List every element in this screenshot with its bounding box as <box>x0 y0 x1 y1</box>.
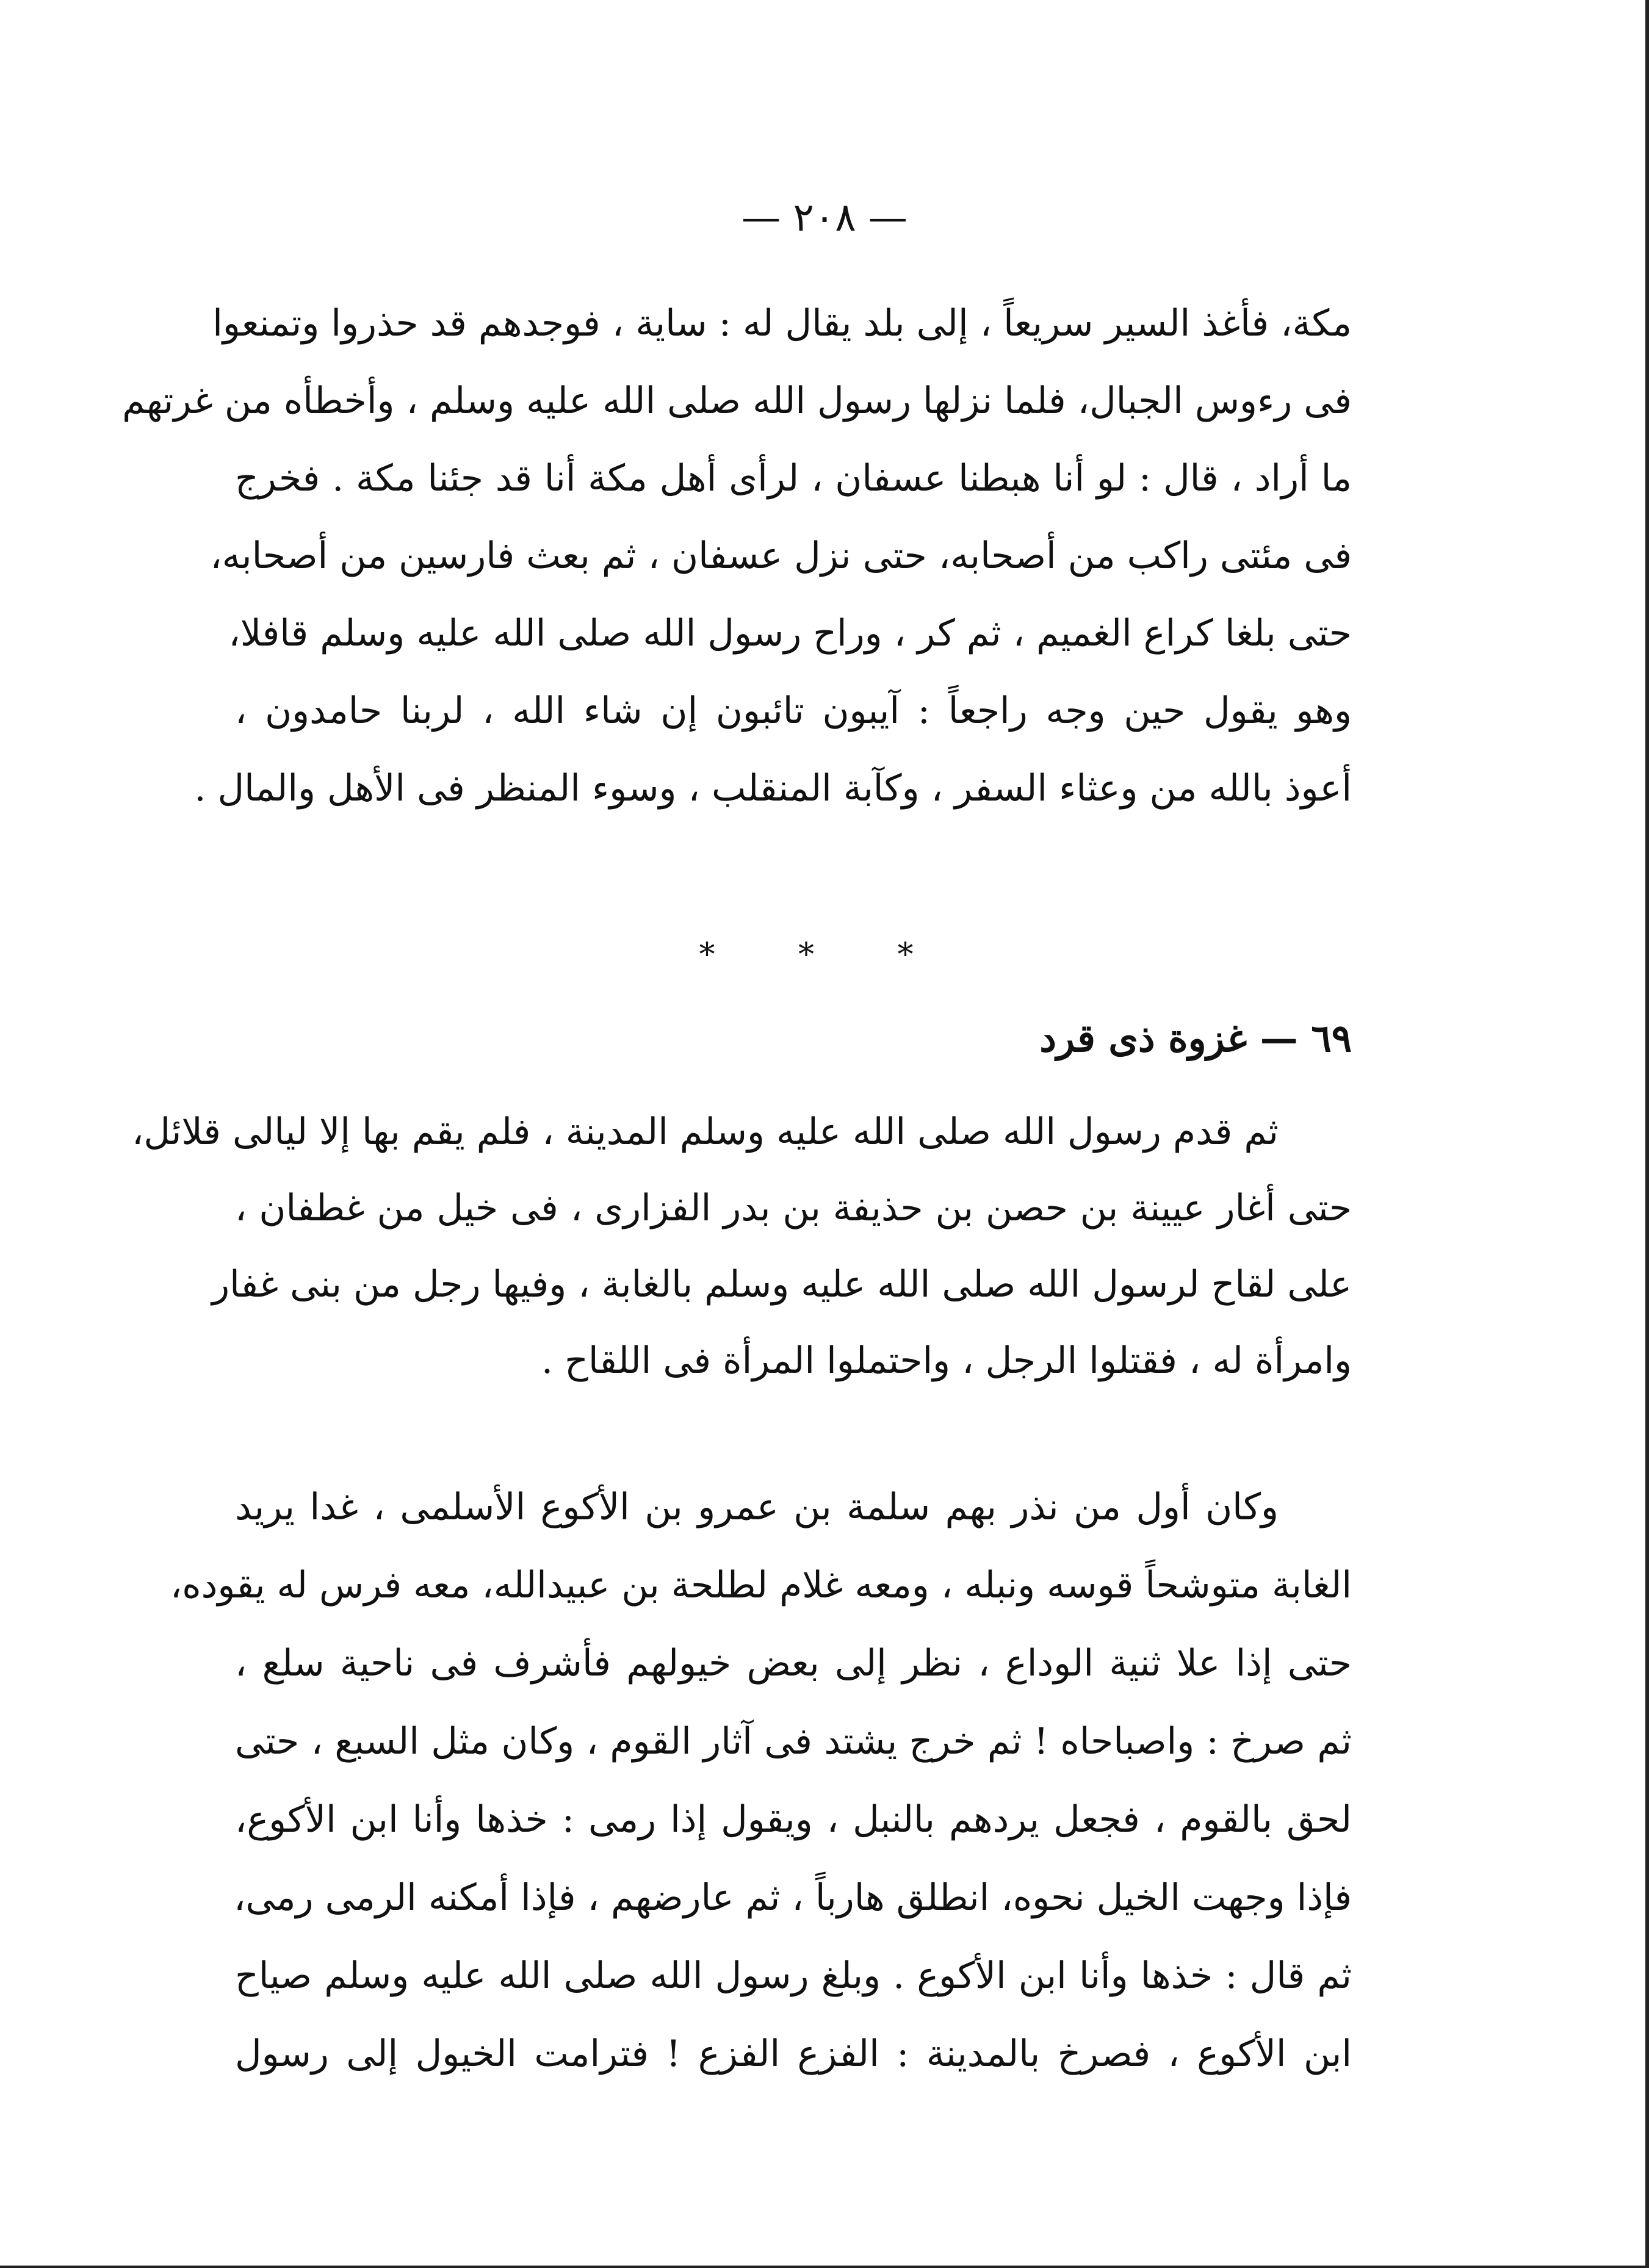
text-line: حتى إذا علا ثنية الوداع ، نظر إلى بعض خيولهم فأشرف فى ناحية سلع ، <box>235 1642 1352 1685</box>
text-line: فإذا وجهت الخيل نحوه، انطلق هارباً ، ثم عارضهم ، فإذا أمكنه الرمى رمى، <box>234 1876 1352 1919</box>
text-line: ما أراد ، قال : لو أنا هبطنا عسفان ، لرأى أهل مكة أنا قد جئنا مكة . فخرج <box>235 457 1352 500</box>
text-line: ثم صرخ : واصباحاه ! ثم خرج يشتد فى آثار القوم ، وكان مثل السبع ، حتى <box>235 1720 1352 1763</box>
text-line: أعوذ بالله من وعثاء السفر ، وكآبة المنقلب ، وسوء المنظر فى الأهل والمال . <box>194 767 1352 810</box>
paragraph-1 <box>122 302 1352 848</box>
text-line: الغابة متوشحاً قوسه ونبله ، ومعه غلام لطلحة بن عبيدالله، معه فرس له يقوده، <box>170 1564 1352 1607</box>
text-line: وكان أول من نذر بهم سلمة بن عمرو بن الأكوع الأسلمى ، غدا يريد <box>235 1486 1279 1528</box>
section-separator: * * * <box>699 937 950 973</box>
text-line: ثم قدم رسول الله صلى الله عليه وسلم المدينة ، فلم يقم بها إلا ليالى قلائل، <box>131 1111 1279 1153</box>
text-line: لحق بالقوم ، فجعل يردهم بالنبل ، ويقول إذا رمى : خذها وأنا ابن الأكوع، <box>235 1798 1352 1841</box>
text-line: حتى أغار عيينة بن حصن بن حذيفة بن بدر الفزارى ، فى خيل من غطفان ، <box>235 1187 1352 1229</box>
scan-border-bottom <box>0 2266 1649 2268</box>
text-line: وهو يقول حين وجه راجعاً : آيبون تائبون إن شاء الله ، لربنا حامدون ، <box>235 689 1352 732</box>
text-line: مكة، فأغذ السير سريعاً ، إلى بلد يقال له : ساية ، فوجدهم قد حذروا وتمنعوا <box>212 302 1352 345</box>
section-heading: ٦٩ — غزوة ذى قرد <box>1039 1016 1352 1060</box>
text-line: ثم قال : خذها وأنا ابن الأكوع . وبلغ رسول الله صلى الله عليه وسلم صياح <box>235 1954 1352 1997</box>
text-line: وامرأة له ، فقتلوا الرجل ، واحتملوا المرأة فى اللقاح . <box>541 1339 1352 1382</box>
paragraph-2 <box>131 1111 1352 1419</box>
paragraph-3 <box>170 1486 1352 2114</box>
scan-border-right <box>1645 0 1649 2268</box>
text-line: ابن الأكوع ، فصرخ بالمدينة : الفزع الفزع ! فترامت الخيول إلى رسول <box>235 2032 1352 2075</box>
text-line: على لقاح لرسول الله صلى الله عليه وسلم بالغابة ، وفيها رجل من بنى غفار <box>212 1263 1352 1306</box>
text-line: فى مئتى راكب من أصحابه، حتى نزل عسفان ، ثم بعث فارسين من أصحابه، <box>210 535 1352 577</box>
text-line: فى رءوس الجبال، فلما نزلها رسول الله صلى الله عليه وسلم ، وأخطأه من غرتهم <box>122 380 1352 422</box>
text-line: حتى بلغا كراع الغميم ، ثم كر ، وراح رسول الله صلى الله عليه وسلم قافلا، <box>228 612 1352 655</box>
page-number: — ٢٠٨ — <box>742 195 907 240</box>
